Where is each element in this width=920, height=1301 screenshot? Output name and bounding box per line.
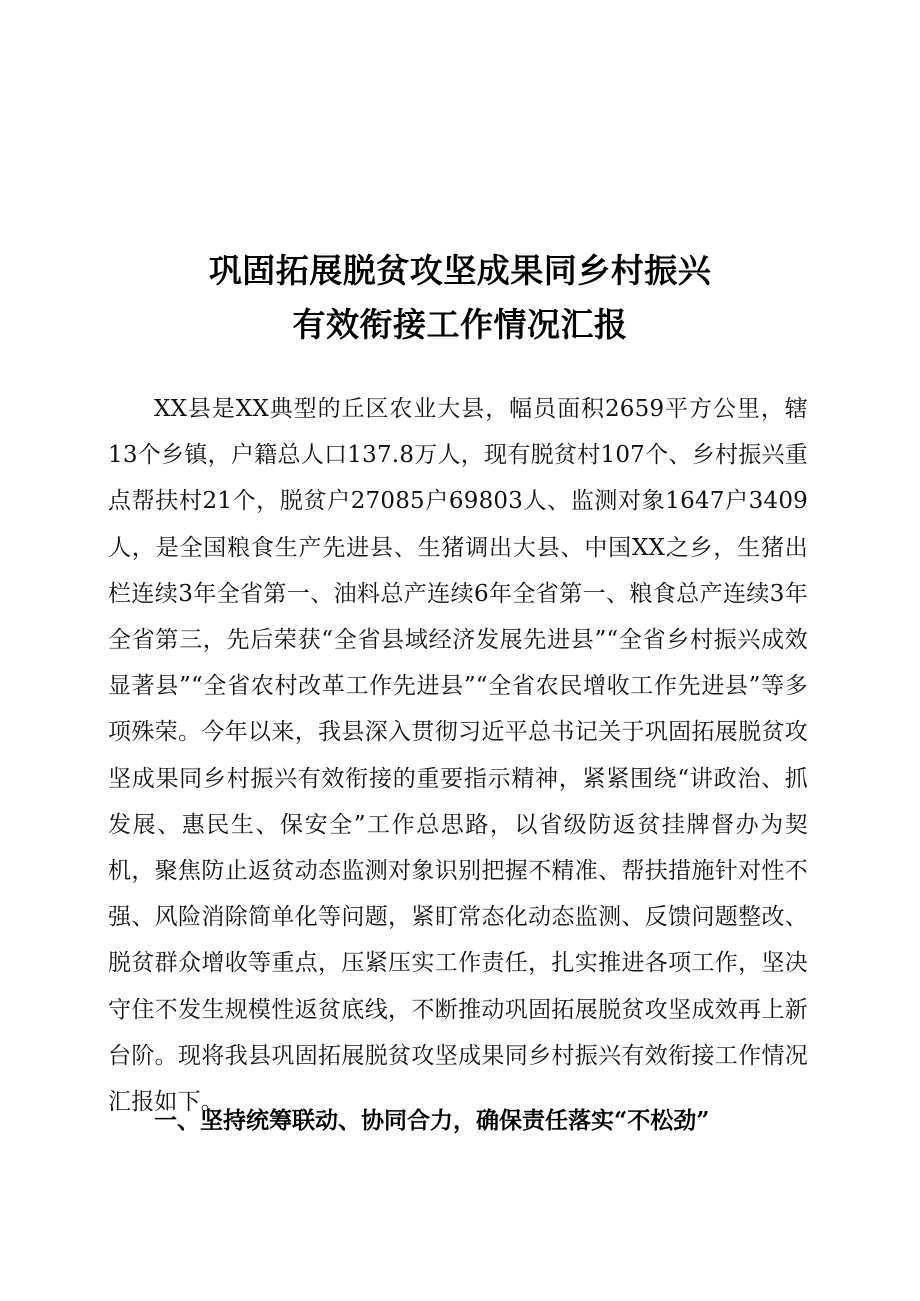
document-title: [0, 244, 920, 352]
intro-paragraph: XX县是XX典型的丘区农业大县，幅员面积2659平方公里，辖13个乡镇，户籍总人口137.8万人，现有脱贫村107个、乡村振兴重点帮扶村21个，脱贫户27085户69803人、监测对象1647户3409人，是全国粮食生产先进县、生猪调出大县、中国XX之乡，生猪出栏连续3年全省第一、油料总产连续6年全省第一、粮食总产连续3年全省第三，先后荣获“全省县域经济发展先进县”“全省乡村振兴成效显著县”“全省农村改革工作先进县”“全省农民增收工作先进县”等多项殊荣。今年以来，我县深入贯彻习近平总书记关于巩固拓展脱贫攻坚成果同乡村振兴有效衔接的重要指示精神，紧紧围绕“讲政治、抓发展、惠民生、保安全”工作总思路，以省级防返贫挂牌督办为契机，聚焦防止返贫动态监测对象识别把握不精准、帮扶措施针对性不强、风险消除简单化等问题，紧盯常态化动态监测、反馈问题整改、脱贫群众增收等重点，压紧压实工作责任，扎实推进各项工作，坚决守住不发生规模性返贫底线，不断推动巩固拓展脱贫攻坚成效再上新台阶。现将我县巩固拓展脱贫攻坚成果同乡村振兴有效衔接工作情况汇报如下。: [108, 396, 808, 1116]
title-line-1: 巩固拓展脱贫攻坚成果同乡村振兴: [208, 251, 712, 290]
title-line-2: 有效衔接工作情况汇报: [292, 305, 628, 344]
section-1-heading: 一、坚持统筹联动、协同合力，确保责任落实“不松劲”: [154, 1107, 710, 1134]
